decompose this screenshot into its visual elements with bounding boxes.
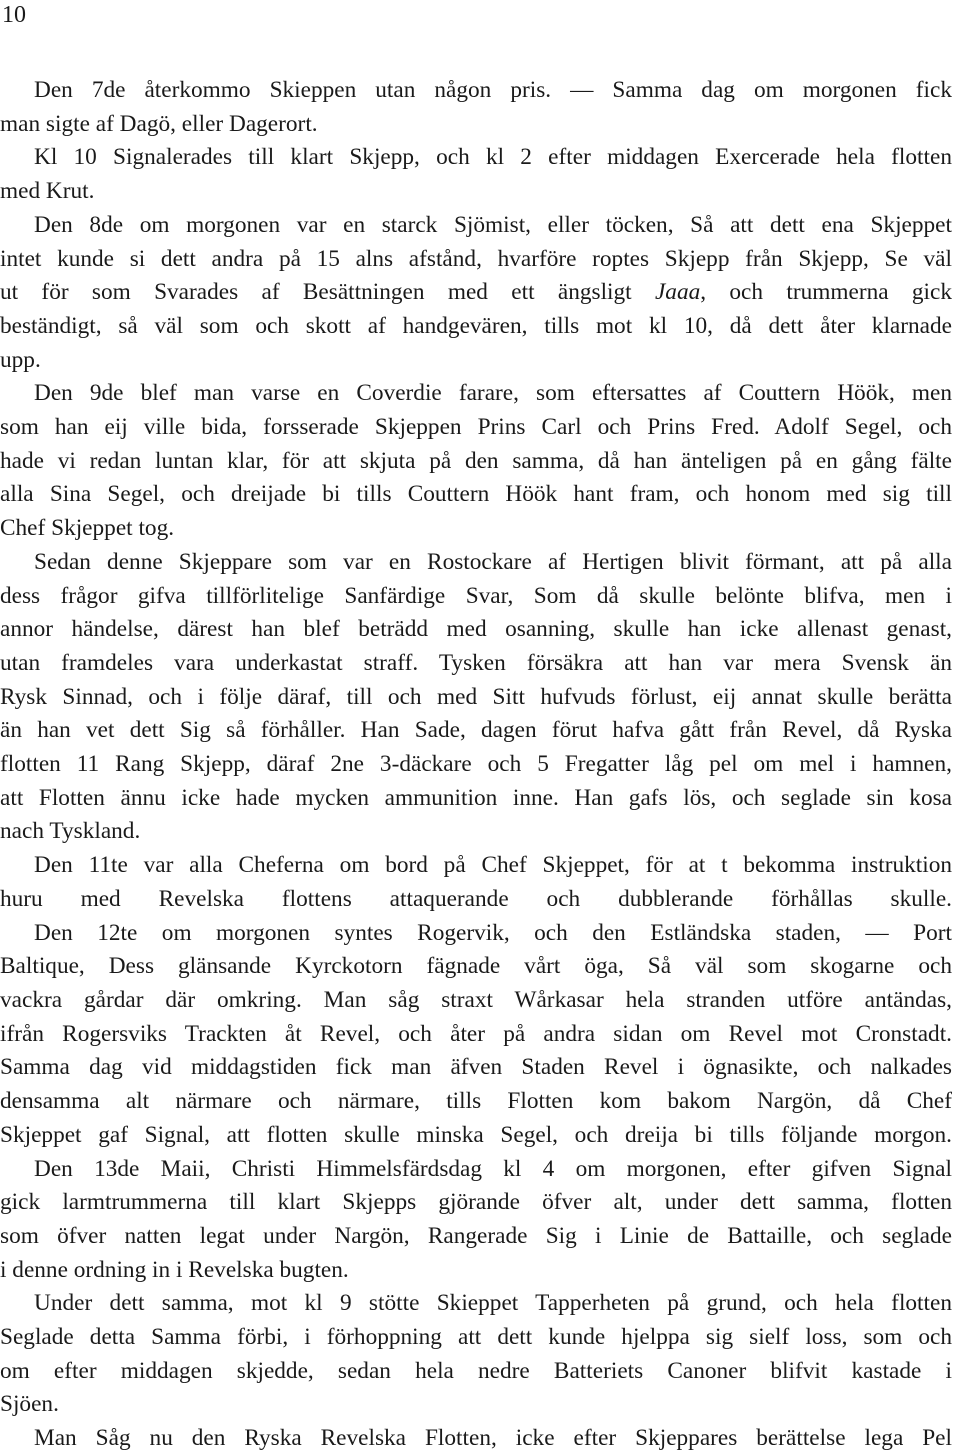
italic-word: Jaaa — [654, 279, 701, 306]
text-line: huru med Revelska flottens attaquerande och dubblerande förhållas skulle. — [0, 885, 952, 912]
text-line: flotten 11 Rang Skjepp, däraf 2ne 3-däckare och 5 Fregatter låg pel om mel i hamnen, — [0, 751, 952, 778]
text-line: densamma alt närmare och närmare, tills Flotten kom bakom Nargön, då Chef — [0, 1088, 952, 1115]
body-text — [0, 74, 952, 1456]
text-line: i denne ordning in i Revelska bugten. — [0, 1256, 349, 1283]
text-line: man sigte af Dagö, eller Dagerort. — [0, 110, 318, 137]
text-line: upp. — [0, 346, 41, 373]
text-line: som öfver natten legat under Nargön, Rangerade Sig i Linie de Battaille, och seglade — [0, 1222, 952, 1249]
text-line: att Flotten ännu icke hade mycken ammunition inne. Han gafs lös, och seglade sin kosa — [0, 784, 952, 811]
text-line: Kl 10 Signalerades till klart Skjepp, och kl 2 efter middagen Exercerade hela flotten — [34, 144, 952, 171]
text-line: utan framdeles vara underkastat straff. Tysken försäkra att han var mera Svensk än — [0, 649, 952, 676]
text-line: Sjöen. — [0, 1391, 59, 1418]
text-line: ut för som Svarades af Besättningen med ett ängsligt Jaaa, och trummerna gick — [0, 279, 952, 306]
text-line: Den 13de Maii, Christi Himmelsfärdsdag kl 4 om morgonen, efter gifven Signal — [34, 1155, 952, 1182]
text-line: som han eij ville bida, forsserade Skjeppen Prins Carl och Prins Fred. Adolf Segel, och — [0, 414, 952, 441]
text-line: intet kunde si dett andra på 15 alns afstånd, hvarföre roptes Skjepp från Skjepp, Se väl — [0, 245, 952, 272]
text-line: än han vet dett Sig så förhåller. Han Sade, dagen förut hafva gått från Revel, då Ryska — [0, 717, 952, 744]
text-line: Seglade detta Samma förbi, i förhoppning att dett kunde hjelppa sig sielf loss, som och — [0, 1324, 952, 1351]
text-line: Chef Skjeppet tog. — [0, 515, 175, 542]
text-line: Samma dag vid middagstiden fick man äfven Staden Revel i ögnasikte, och nalkades — [0, 1054, 952, 1081]
text-line: Man Såg nu den Ryska Revelska Flotten, icke efter Skjeppares berättelse lega Pel — [34, 1425, 952, 1452]
text-line: Den 7de återkommo Skieppen utan någon pris. — Samma dag om morgonen fick — [34, 77, 952, 103]
text-line: annor händelse, därest han blef beträdd med osanning, skulle han icke allenast genast, — [0, 616, 952, 643]
text-line: hade vi redan luntan klar, för att skjuta på den samma, då han änteligen på en gång fälte — [0, 447, 952, 474]
text-line: Den 11te var alla Cheferna om bord på Chef Skjeppet, för at t bekomma instruktion — [34, 852, 952, 879]
page-number: 10 — [2, 2, 26, 28]
text-line: Rysk Sinnad, och i följe däraf, till och med Sitt hufvuds förlust, eij annat skulle berätta — [0, 683, 952, 710]
text-line: Den 9de blef man varse en Coverdie farare, som eftersattes af Couttern Höök, men — [34, 380, 952, 407]
text-line: ifrån Rogersviks Trackten åt Revel, och åter på andra sidan om Revel mot Cronstadt. — [0, 1020, 952, 1047]
text-line: om efter middagen skjedde, sedan hela nedre Batteriets Canoner blifvit kastade i — [0, 1357, 952, 1384]
text-line: Skjeppet gaf Signal, att flotten skulle minska Segel, och dreija bi tills följande morgon. — [0, 1121, 952, 1148]
text-line: Baltique, Dess glänsande Kyrckotorn fägnade vårt öga, Så väl som skogarne och — [0, 953, 952, 980]
text-line: Sedan denne Skjeppare som var en Rostockare af Hertigen blivit förmant, att på alla — [34, 548, 952, 575]
text-line: nach Tyskland. — [0, 818, 141, 845]
text-line: beständigt, så väl som och skott af handgevären, tills mot kl 10, då dett åter klarnade — [0, 312, 952, 339]
text-line: Under dett samma, mot kl 9 stötte Skieppet Tapperheten på grund, och hela flotten — [34, 1290, 952, 1317]
text-line: dess frågor gifva tillförlitelige Sanfärdige Svar, Som då skulle belönte blifva, men i — [0, 582, 952, 609]
text-line: gick larmtrummerna till klart Skjepps gjörande öfver alt, under dett samma, flotten — [0, 1189, 952, 1216]
text-line: med Krut. — [0, 178, 95, 205]
text-line: Den 8de om morgonen var en starck Sjömist, eller töcken, Så att dett ena Skjeppet — [34, 211, 952, 238]
text-line: alla Sina Segel, och dreijade bi tills Couttern Höök hant fram, och honom med sig till — [0, 481, 952, 508]
text-line: vackra gårdar där omkring. Man såg straxt Wårkasar hela stranden utföre antändas, — [0, 986, 952, 1013]
text-line: Den 12te om morgonen syntes Rogervik, och den Estländska staden, — Port — [34, 919, 952, 946]
